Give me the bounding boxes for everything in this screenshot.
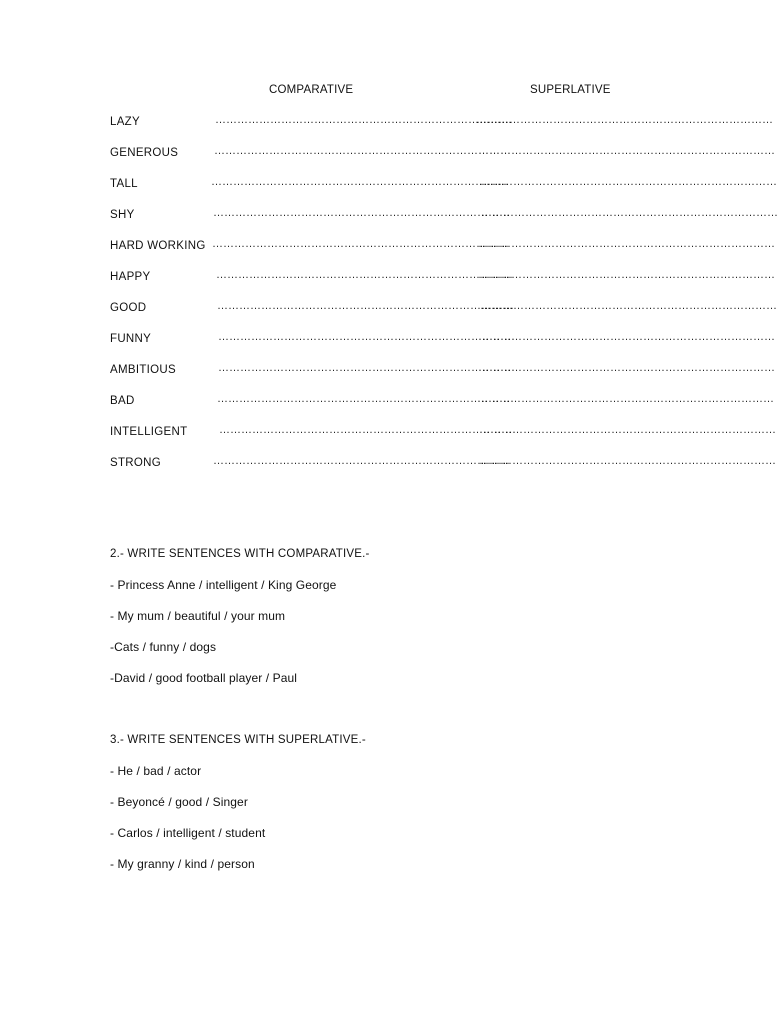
superlative-blank[interactable]: ……………………………………………………………………… bbox=[480, 176, 777, 188]
comparative-prompt: -Cats / funny / dogs bbox=[110, 640, 217, 654]
comparative-header: COMPARATIVE bbox=[269, 84, 354, 96]
comparative-prompt: - Princess Anne / intelligent / King George bbox=[110, 578, 337, 592]
adjective-row bbox=[0, 362, 775, 395]
comparative-blank[interactable]: ……………………………………………………………………… bbox=[213, 455, 510, 467]
adjective-table bbox=[0, 114, 778, 488]
adjective-row bbox=[0, 114, 773, 147]
comparative-blank[interactable]: ……………………………………………………………………… bbox=[218, 362, 515, 374]
adjective-row bbox=[0, 145, 775, 178]
adjective-row bbox=[0, 207, 778, 240]
adjective-row bbox=[0, 424, 776, 457]
superlative-prompt: - Beyoncé / good / Singer bbox=[110, 795, 248, 809]
adjective-label: GOOD bbox=[110, 302, 147, 314]
adjective-row bbox=[0, 331, 775, 364]
section-2-title: 2.- WRITE SENTENCES WITH COMPARATIVE.- bbox=[110, 548, 370, 560]
adjective-row bbox=[0, 455, 776, 488]
comparative-blank[interactable]: ……………………………………………………………………… bbox=[218, 331, 515, 343]
comparative-blank[interactable]: ……………………………………………………………………… bbox=[214, 145, 511, 157]
comparative-prompt: -David / good football player / Paul bbox=[110, 671, 298, 685]
superlative-prompt: - He / bad / actor bbox=[110, 764, 202, 778]
adjective-label: HAPPY bbox=[110, 271, 151, 283]
comparative-blank[interactable]: ……………………………………………………………………… bbox=[212, 238, 509, 250]
adjective-label: TALL bbox=[110, 178, 138, 190]
superlative-blank[interactable]: ……………………………………………………………………… bbox=[476, 114, 773, 126]
adjective-label: BAD bbox=[110, 395, 135, 407]
superlative-blank[interactable]: ……………………………………………………………………… bbox=[477, 393, 774, 405]
superlative-blank[interactable]: ……………………………………………………………………… bbox=[481, 207, 778, 219]
superlative-blank[interactable]: ……………………………………………………………………… bbox=[479, 455, 776, 467]
adjective-label: LAZY bbox=[110, 116, 140, 128]
adjective-label: AMBITIOUS bbox=[110, 364, 176, 376]
adjective-row bbox=[0, 393, 774, 426]
comparative-blank[interactable]: ……………………………………………………………………… bbox=[215, 114, 512, 126]
adjective-label: INTELLIGENT bbox=[110, 426, 188, 438]
superlative-blank[interactable]: ……………………………………………………………………… bbox=[478, 238, 775, 250]
adjective-row bbox=[0, 300, 777, 333]
adjective-row bbox=[0, 269, 775, 302]
superlative-header: SUPERLATIVE bbox=[530, 84, 611, 96]
comparative-blank[interactable]: ……………………………………………………………………… bbox=[217, 393, 514, 405]
comparative-blank[interactable]: ……………………………………………………………………… bbox=[211, 176, 508, 188]
adjective-label: GENEROUS bbox=[110, 147, 179, 159]
superlative-blank[interactable]: ……………………………………………………………………… bbox=[478, 331, 775, 343]
comparative-blank[interactable]: ……………………………………………………………………… bbox=[219, 424, 516, 436]
comparative-blank[interactable]: ……………………………………………………………………… bbox=[217, 300, 514, 312]
adjective-label: SHY bbox=[110, 209, 135, 221]
adjective-label: FUNNY bbox=[110, 333, 152, 345]
comparative-blank[interactable]: ……………………………………………………………………… bbox=[216, 269, 513, 281]
superlative-blank[interactable]: ……………………………………………………………………… bbox=[478, 362, 775, 374]
comparative-prompt: - My mum / beautiful / your mum bbox=[110, 609, 286, 623]
superlative-prompt: - My granny / kind / person bbox=[110, 857, 255, 871]
adjective-label: HARD WORKING bbox=[110, 240, 206, 252]
adjective-row bbox=[0, 238, 775, 271]
superlative-blank[interactable]: ……………………………………………………………………… bbox=[478, 269, 775, 281]
superlative-prompt: - Carlos / intelligent / student bbox=[110, 826, 266, 840]
section-3-title: 3.- WRITE SENTENCES WITH SUPERLATIVE.- bbox=[110, 734, 366, 746]
comparative-blank[interactable]: ……………………………………………………………………… bbox=[213, 207, 510, 219]
superlative-blank[interactable]: ……………………………………………………………………… bbox=[480, 300, 777, 312]
adjective-label: STRONG bbox=[110, 457, 161, 469]
adjective-row bbox=[0, 176, 777, 209]
superlative-blank[interactable]: ……………………………………………………………………… bbox=[479, 424, 776, 436]
superlative-blank[interactable]: ……………………………………………………………………… bbox=[478, 145, 775, 157]
